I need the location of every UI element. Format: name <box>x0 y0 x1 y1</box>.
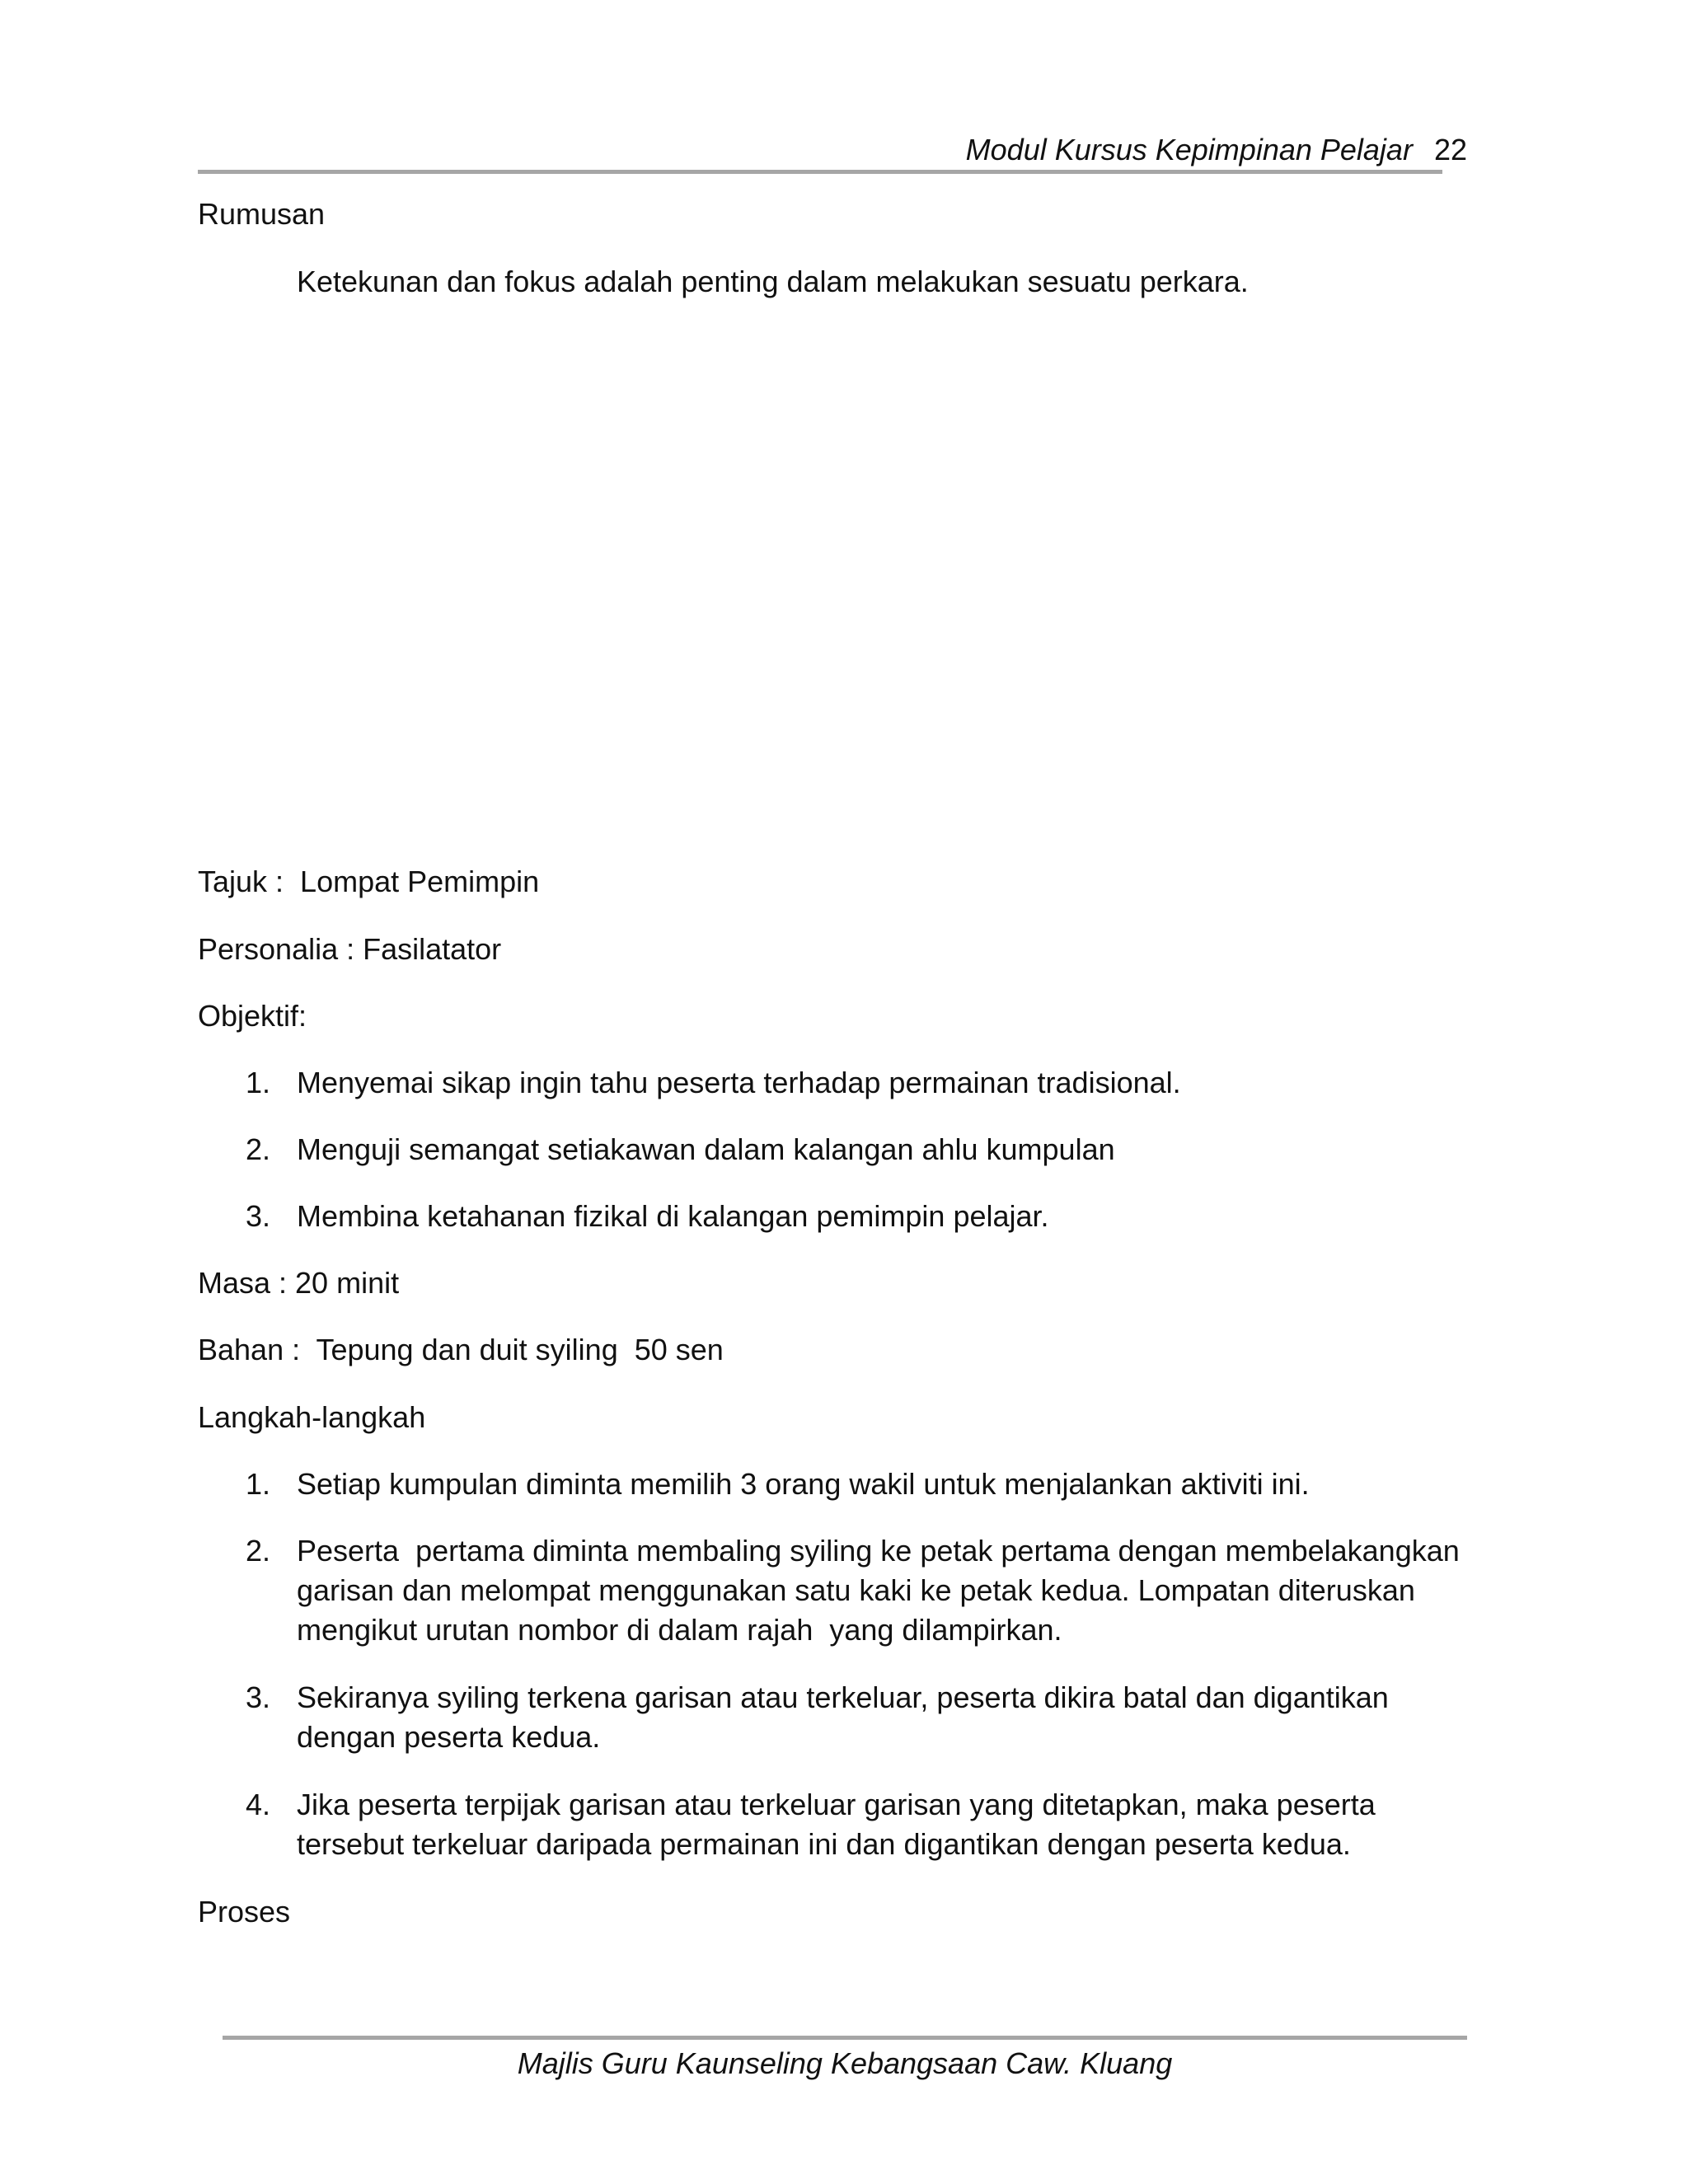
header-rule <box>198 170 1442 174</box>
list-text: Menyemai sikap ingin tahu peserta terhadap permainan tradisional. <box>297 1066 1181 1099</box>
list-number: 4. <box>246 1788 271 1821</box>
page-number: 22 <box>1433 133 1467 166</box>
page-header <box>198 132 1467 168</box>
list-text: Menguji semangat setiakawan dalam kalangan ahlu kumpulan <box>297 1132 1115 1166</box>
objektif-heading: Objektif: <box>198 999 307 1033</box>
list-number: 2. <box>246 1132 271 1166</box>
rumusan-heading: Rumusan <box>198 197 326 231</box>
list-text: Setiap kumpulan diminta memilih 3 orang wakil untuk menjalankan aktiviti ini. <box>297 1467 1310 1501</box>
list-number: 3. <box>246 1199 271 1233</box>
rumusan-text: Ketekunan dan fokus adalah penting dalam melakukan sesuatu perkara. <box>297 265 1249 298</box>
list-text: Jika peserta terpijak garisan atau terkeluar garisan yang ditetapkan, maka peserta tersebut terkeluar daripada permainan ini dan digantikan dengan peserta kedua. <box>297 1788 1376 1861</box>
list-text: Sekiranya syiling terkena garisan atau terkeluar, peserta dikira batal dan digantikan dengan peserta kedua. <box>297 1680 1389 1754</box>
list-number: 2. <box>246 1534 271 1568</box>
page-footer: Majlis Guru Kaunseling Kebangsaan Caw. Kluang <box>517 2046 1173 2080</box>
list-number: 3. <box>246 1680 271 1714</box>
list-text: Peserta pertama diminta membaling syiling ke petak pertama dengan membelakangkan garisan dan melompat menggunakan satu kaki ke petak kedua. Lompatan diteruskan mengikut urutan nombor di dalam rajah yang dilampirkan. <box>297 1534 1468 1647</box>
personalia-line: Personalia : Fasilatator <box>198 932 502 966</box>
list-number: 1. <box>246 1066 271 1099</box>
proses-heading: Proses <box>198 1895 291 1929</box>
tajuk-line: Tajuk : Lompat Pemimpin <box>198 865 540 898</box>
list-number: 1. <box>246 1467 271 1501</box>
header-title: Modul Kursus Kepimpinan Pelajar <box>965 133 1413 166</box>
footer-rule <box>223 2036 1467 2040</box>
list-text: Membina ketahanan fizikal di kalangan pemimpin pelajar. <box>297 1199 1049 1233</box>
langkah-heading: Langkah-langkah <box>198 1400 426 1434</box>
masa-line: Masa : 20 minit <box>198 1266 400 1300</box>
bahan-line: Bahan : Tepung dan duit syiling 50 sen <box>198 1333 724 1366</box>
